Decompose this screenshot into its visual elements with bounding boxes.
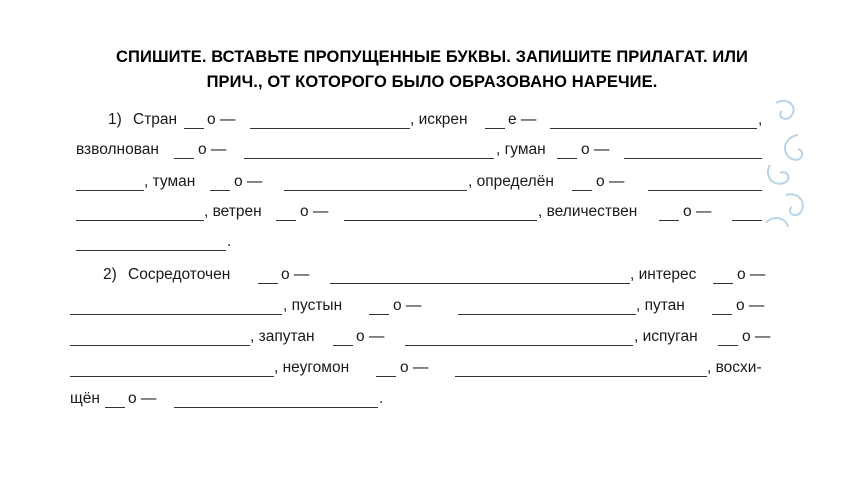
ex2-ending-6: о — — [742, 328, 771, 345]
ex1-ending-4: о — — [581, 141, 610, 158]
answer-line — [624, 158, 762, 159]
answer-line — [174, 407, 378, 408]
ex2-word-2: , интерес — [630, 266, 697, 283]
ex2-ending-2: о — — [737, 266, 766, 283]
ex2-word-9: щён — [70, 390, 100, 407]
comma: , — [758, 111, 763, 128]
ex1-word-6: , определён — [468, 173, 554, 190]
letter-gap — [210, 190, 230, 191]
letter-gap — [369, 314, 389, 315]
answer-line — [550, 128, 757, 129]
letter-gap — [485, 128, 505, 129]
ex2-ending-7: о — — [400, 359, 429, 376]
ex1-word-1: Стран — [133, 111, 178, 128]
answer-line — [405, 345, 633, 346]
ex2-word-1: Сосредоточен — [128, 266, 231, 283]
letter-gap — [258, 283, 278, 284]
period: . — [227, 233, 232, 250]
period: . — [379, 390, 384, 407]
exercise-2-number: 2) — [103, 266, 117, 283]
ex1-word-2: , искрен — [410, 111, 468, 128]
ex1-word-3: взволнован — [76, 141, 159, 158]
task-title-line-2: ПРИЧ., ОТ КОТОРОГО БЫЛО ОБРАЗОВАНО НАРЕЧИЕ. — [206, 73, 658, 91]
ex2-ending-4: о — — [736, 297, 765, 314]
answer-line — [344, 220, 537, 221]
ex1-ending-1: о — — [207, 111, 236, 128]
ex1-word-5: , туман — [144, 173, 196, 190]
ex2-word-3: , пустын — [283, 297, 343, 314]
ex1-ending-6: о — — [596, 173, 625, 190]
letter-gap — [184, 128, 204, 129]
ex1-ending-3: о — — [198, 141, 227, 158]
letter-gap — [659, 220, 679, 221]
letter-gap — [572, 190, 592, 191]
ex2-word-8: , восхи- — [707, 359, 762, 376]
answer-line — [70, 345, 250, 346]
ex1-word-8: , величествен — [538, 203, 638, 220]
answer-line — [330, 283, 630, 284]
ex1-ending-8: о — — [683, 203, 712, 220]
answer-line — [76, 220, 204, 221]
answer-line — [250, 128, 410, 129]
letter-gap — [713, 283, 733, 284]
exercise-1-number: 1) — [108, 111, 122, 128]
ex2-ending-3: о — — [393, 297, 422, 314]
ex1-word-7: , ветрен — [204, 203, 262, 220]
letter-gap — [333, 345, 353, 346]
answer-line — [76, 190, 144, 191]
ex2-word-6: , испуган — [634, 328, 698, 345]
ex2-word-4: , путан — [636, 297, 685, 314]
letter-gap — [105, 407, 125, 408]
answer-line — [76, 250, 226, 251]
answer-line — [648, 190, 762, 191]
answer-line — [284, 190, 467, 191]
ex1-ending-2: е — — [508, 111, 537, 128]
letter-gap — [718, 345, 738, 346]
answer-line — [70, 376, 274, 377]
ex2-word-7: , неугомон — [274, 359, 350, 376]
ex2-ending-5: о — — [356, 328, 385, 345]
answer-line — [70, 314, 282, 315]
answer-line — [455, 376, 707, 377]
answer-line — [458, 314, 636, 315]
answer-line — [244, 158, 494, 159]
letter-gap — [376, 376, 396, 377]
ex2-word-5: , запутан — [250, 328, 315, 345]
ex1-ending-5: о — — [234, 173, 263, 190]
ex2-ending-1: о — — [281, 266, 310, 283]
answer-line — [732, 220, 762, 221]
letter-gap — [712, 314, 732, 315]
letter-gap — [557, 158, 577, 159]
letter-gap — [276, 220, 296, 221]
task-title-line-1: СПИШИТЕ. ВСТАВЬТЕ ПРОПУЩЕННЫЕ БУКВЫ. ЗАПИШИТЕ ПРИЛАГАТ. ИЛИ — [116, 48, 748, 66]
ex2-ending-9: о — — [128, 390, 157, 407]
ex1-ending-7: о — — [300, 203, 329, 220]
letter-gap — [174, 158, 194, 159]
ex1-word-4: , гуман — [496, 141, 546, 158]
